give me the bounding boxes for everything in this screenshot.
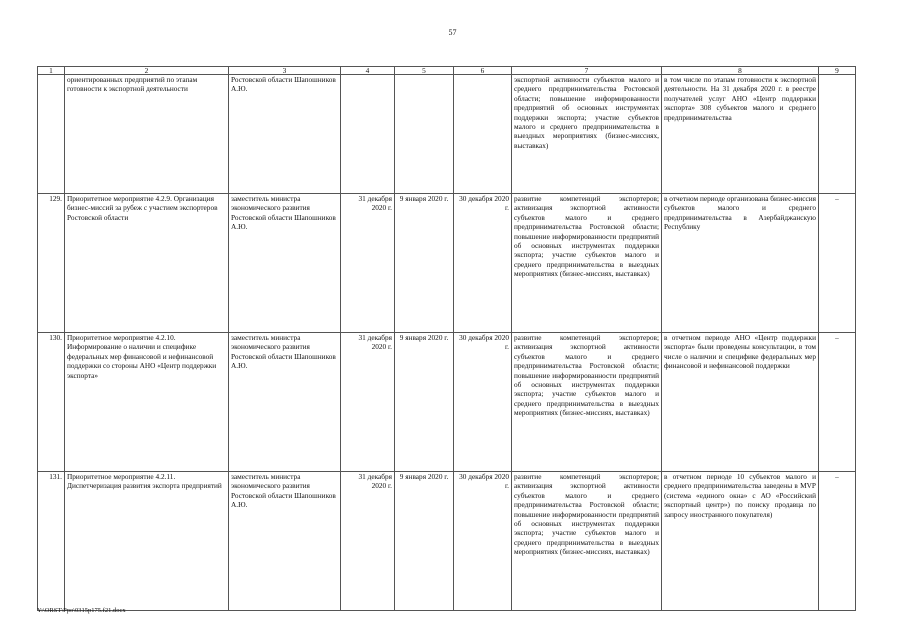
cell-event: ориентированных предприятий по этапам готовности к экспортной деятельности <box>65 75 229 194</box>
table-row <box>38 472 856 611</box>
file-path-footer: Y:\ORST\Ppo\0315p175.f21.docx <box>37 607 126 614</box>
cell-event: Приоритетное мероприятие 4.2.10. Информирование о наличии и специфике федеральных мер финансовой и нефинансовой поддержки со стороны АНО «Центр поддержки экспорта» <box>65 333 229 472</box>
table-row <box>38 194 856 333</box>
cell-end-date: 30 декабря 2020 г. <box>454 194 512 333</box>
cell-responsible: заместитель министра экономического развития Ростовской области Шапошников А.Ю. <box>229 194 341 333</box>
col-header-7: 7 <box>512 67 662 75</box>
cell-num: 131. <box>38 472 65 611</box>
cell-num <box>38 75 65 194</box>
cell-end-date <box>454 75 512 194</box>
cell-actual: в отчетном периоде организована бизнес-миссия субъектов малого и среднего предпринимательства в Азербайджанскую Республику <box>662 194 819 333</box>
col-header-2: 2 <box>65 67 229 75</box>
report-table <box>37 66 856 611</box>
column-number-row <box>38 67 856 75</box>
cell-actual: в отчетном периоде 10 субъектов малого и среднего предпринимательства заведены в MVP (система «единого окна» с АО «Российский экспортный центр») по поиску продавца по запросу иностранного покупателя) <box>662 472 819 611</box>
cell-num: 130. <box>38 333 65 472</box>
cell-end-date: 30 декабря 2020 г. <box>454 333 512 472</box>
cell-result: развитие компетенций экспортеров; активизация экспортной активности субъектов малого и среднего предпринимательства Ростовской области; повышение информированности предприятий об основных инструментах поддержки экспорта; участие субъектов малого и среднего предпринимательства в выездных мероприятиях (бизнес-миссиях, выставках) <box>512 194 662 333</box>
col-header-9: 9 <box>819 67 856 75</box>
cell-responsible: заместитель министра экономического развития Ростовской области Шапошников А.Ю. <box>229 472 341 611</box>
cell-note: – <box>819 333 856 472</box>
cell-plan-date: 31 декабря 2020 г. <box>341 472 395 611</box>
cell-result: экспортной активности субъектов малого и среднего предпринимательства Ростовской области; повышение информированности предприятий об основных инструментах поддержки экспорта; участие субъектов малого и среднего предпринимательства в выездных мероприятиях (бизнес-миссиях, выставках) <box>512 75 662 194</box>
col-header-4: 4 <box>341 67 395 75</box>
cell-end-date: 30 декабря 2020 г. <box>454 472 512 611</box>
cell-plan-date <box>341 75 395 194</box>
cell-result: развитие компетенций экспортеров; активизация экспортной активности субъектов малого и среднего предпринимательства Ростовской области; повышение информированности предприятий об основных инструментах поддержки экспорта; участие субъектов малого и среднего предпринимательства в выездных мероприятиях (бизнес-миссиях, выставках) <box>512 472 662 611</box>
cell-responsible: Ростовской области Шапошников А.Ю. <box>229 75 341 194</box>
cell-note: – <box>819 472 856 611</box>
cell-event: Приоритетное мероприятие 4.2.9. Организация бизнес-миссий за рубеж с участием экспортеров Ростовской области <box>65 194 229 333</box>
col-header-8: 8 <box>662 67 819 75</box>
cell-note: – <box>819 194 856 333</box>
col-header-5: 5 <box>395 67 454 75</box>
continuation-row <box>38 75 856 194</box>
cell-actual: в том числе по этапам готовности к экспортной деятельности. На 31 декабря 2020 г. в реестре получателей услуг АНО «Центр поддержки экспорта» 308 субъектов малого и среднего предпринимательства <box>662 75 819 194</box>
cell-responsible: заместитель министра экономического развития Ростовской области Шапошников А.Ю. <box>229 333 341 472</box>
cell-note <box>819 75 856 194</box>
col-header-6: 6 <box>454 67 512 75</box>
page-number: 57 <box>448 28 457 37</box>
cell-actual: в отчетном периоде АНО «Центр поддержки экспорта» были проведены консультации, в том числе о наличии и специфике федеральных мер финансовой и нефинансовой поддержки <box>662 333 819 472</box>
cell-start-date <box>395 75 454 194</box>
col-header-1: 1 <box>38 67 65 75</box>
cell-plan-date: 31 декабря 2020 г. <box>341 333 395 472</box>
table-row <box>38 333 856 472</box>
cell-event: Приоритетное мероприятие 4.2.11. Диспетчеризация развития экспорта предприятий <box>65 472 229 611</box>
cell-start-date: 9 января 2020 г. <box>395 333 454 472</box>
cell-plan-date: 31 декабря 2020 г. <box>341 194 395 333</box>
col-header-3: 3 <box>229 67 341 75</box>
cell-num: 129. <box>38 194 65 333</box>
cell-start-date: 9 января 2020 г. <box>395 472 454 611</box>
cell-result: развитие компетенций экспортеров; активизация экспортной активности субъектов малого и среднего предпринимательства Ростовской области; повышение информированности предприятий об основных инструментах поддержки экспорта; участие субъектов малого и среднего предпринимательства в выездных мероприятиях (бизнес-миссиях, выставках) <box>512 333 662 472</box>
cell-start-date: 9 января 2020 г. <box>395 194 454 333</box>
